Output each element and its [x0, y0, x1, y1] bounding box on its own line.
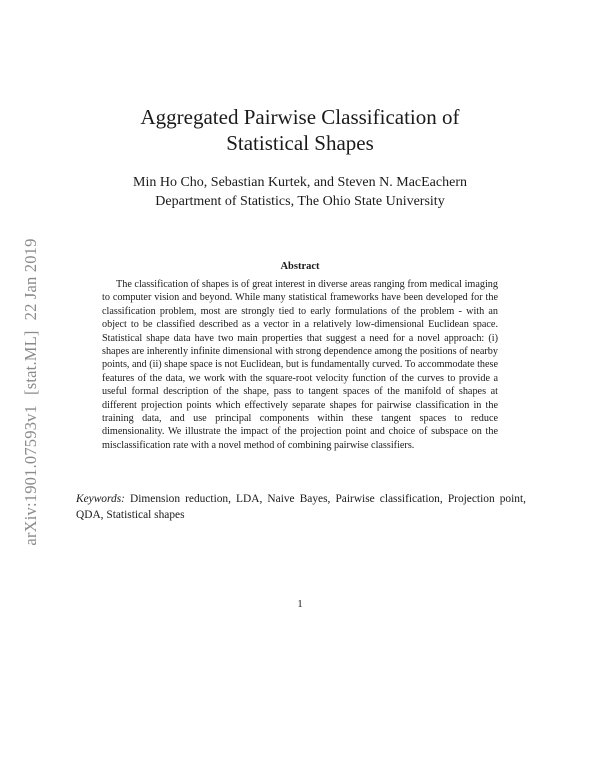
- arxiv-date: 22 Jan 2019: [21, 238, 40, 321]
- paper-title-line-2: Statistical Shapes: [226, 131, 374, 155]
- paper-title-line-1: Aggregated Pairwise Classification of: [140, 105, 460, 129]
- abstract-heading: Abstract: [280, 261, 320, 272]
- keywords-list: Dimension reduction, LDA, Naive Bayes, Pairwise classification, Projection point, QDA, Statistical shapes: [76, 493, 526, 521]
- arxiv-identifier-stamp: [21, 238, 41, 545]
- keywords-section: [76, 491, 526, 523]
- paper-title: [0, 104, 600, 156]
- arxiv-id: arXiv:1901.07593v1: [21, 404, 40, 546]
- author-block: [0, 173, 600, 211]
- author-names: Min Ho Cho, Sebastian Kurtek, and Steven N. MacEachern: [133, 175, 467, 190]
- keywords-label: Keywords:: [76, 493, 125, 505]
- page-number: 1: [297, 598, 303, 610]
- arxiv-category: [stat.ML]: [21, 330, 40, 395]
- abstract-text: The classification of shapes is of great interest in diverse areas ranging from medical imaging to computer vision and beyond. While many statistical frameworks have been developed for the classification problem, most are strongly tied to early formulations of the problem - with an object to be classified described as a vector in a relatively low-dimensional Euclidean space. Statistical shape data have two main properties that suggest a need for a novel approach: (i) shapes are inherently infinite dimensional with strong dependence among the positions of nearby points, and (ii) shape space is not Euclidean, but is fundamentally curved. To accommodate these features of the data, we work with the square-root velocity function of the curves to provide a useful formal description of the shape, pass to tangent spaces of the manifold of shapes at different projection points which effectively separate shapes for pairwise classification in the training data, and use principal components within these tangent spaces to reduce dimensionality. We illustrate the impact of the projection point and choice of subspace on the misclassification rate with a novel method of combining pairwise classifiers.: [102, 279, 499, 451]
- author-affiliation: Department of Statistics, The Ohio State University: [155, 194, 445, 209]
